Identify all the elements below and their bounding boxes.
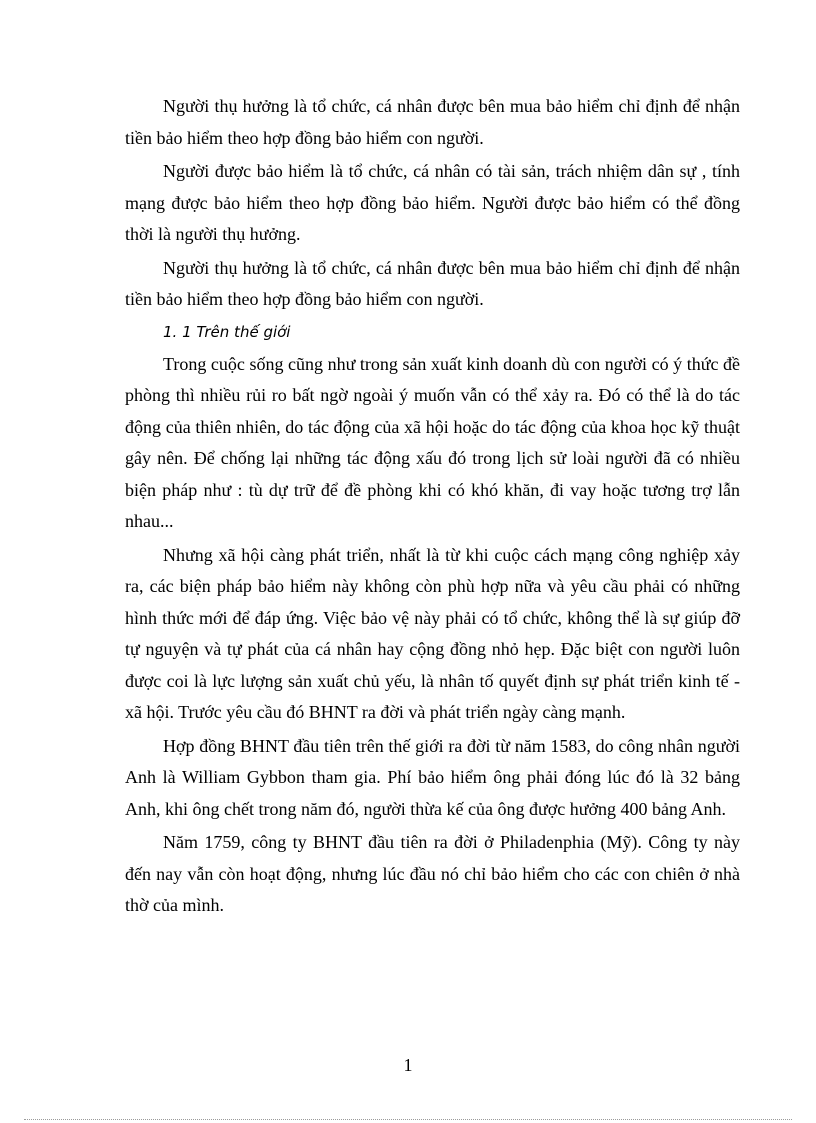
paragraph-risk-context: Trong cuộc sống cũng như trong sản xuất kinh doanh dù con người có ý thức đề phòng thì nhiều rủi ro bất ngờ ngoài ý muốn vẫn có thể xảy ra. Đó có thể là do tác động của thiên nhiên, do tác động của xã hội hoặc do tác động của khoa học kỹ thuật gây nên. Để chống lại những tác động xấu đó trong lịch sử loài người đã có nhiều biện pháp như : tù dự trữ để đề phòng khi có khó khăn, đi vay hoặc tương trợ lẫn nhau... bbox=[125, 353, 740, 531]
page-number: 1 bbox=[403, 1055, 413, 1075]
section-heading: 1. 1 Trên thế giới bbox=[163, 322, 291, 341]
paragraph-insured-definition: Người được bảo hiểm là tổ chức, cá nhân có tài sản, trách nhiệm dân sự , tính mạng được bảo hiểm theo hợp đồng bảo hiểm. Người được bảo hiểm có thể đồng thời là người thụ hưởng. bbox=[125, 161, 740, 244]
paragraph-first-contract: Hợp đồng BHNT đầu tiên trên thế giới ra đời từ năm 1583, do công nhân người Anh là William Gybbon tham gia. Phí bảo hiểm ông phải đóng lúc đó là 32 bảng Anh, khi ông chết trong năm đó, người thừa kế của ông được hưởng 400 bảng Anh. bbox=[125, 735, 740, 819]
page-body bbox=[125, 91, 740, 924]
page-bottom-divider bbox=[24, 1119, 792, 1120]
paragraph-beneficiary-definition-repeat: Người thụ hưởng là tổ chức, cá nhân được bên mua bảo hiểm chỉ định để nhận tiền bảo hiểm theo hợp đồng bảo hiểm con người. bbox=[125, 257, 740, 309]
paragraph-first-company: Năm 1759, công ty BHNT đầu tiên ra đời ở Philadenphia (Mỹ). Công ty này đến nay vẫn còn hoạt động, nhưng lúc đầu nó chỉ bảo hiểm cho các con chiên ở nhà thờ của mình. bbox=[125, 832, 740, 915]
paragraph-beneficiary-definition: Người thụ hưởng là tổ chức, cá nhân được bên mua bảo hiểm chỉ định để nhận tiền bảo hiểm theo hợp đồng bảo hiểm con người. bbox=[125, 96, 740, 148]
paragraph-industrial-revolution: Nhưng xã hội càng phát triển, nhất là từ khi cuộc cách mạng công nghiệp xảy ra, các biện pháp bảo hiểm này không còn phù hợp nữa và yêu cầu phải có những hình thức mới để đáp ứng. Việc bảo vệ này phải có tổ chức, không thể là sự giúp đỡ tự nguyện và tự phát của cá nhân hay cộng đồng nhỏ hẹp. Đặc biệt con người luôn được coi là lực lượng sản xuất chủ yếu, là nhân tố quyết định sự phát triển kinh tế - xã hội. Trước yêu cầu đó BHNT ra đời và phát triển ngày càng mạnh. bbox=[125, 544, 740, 722]
